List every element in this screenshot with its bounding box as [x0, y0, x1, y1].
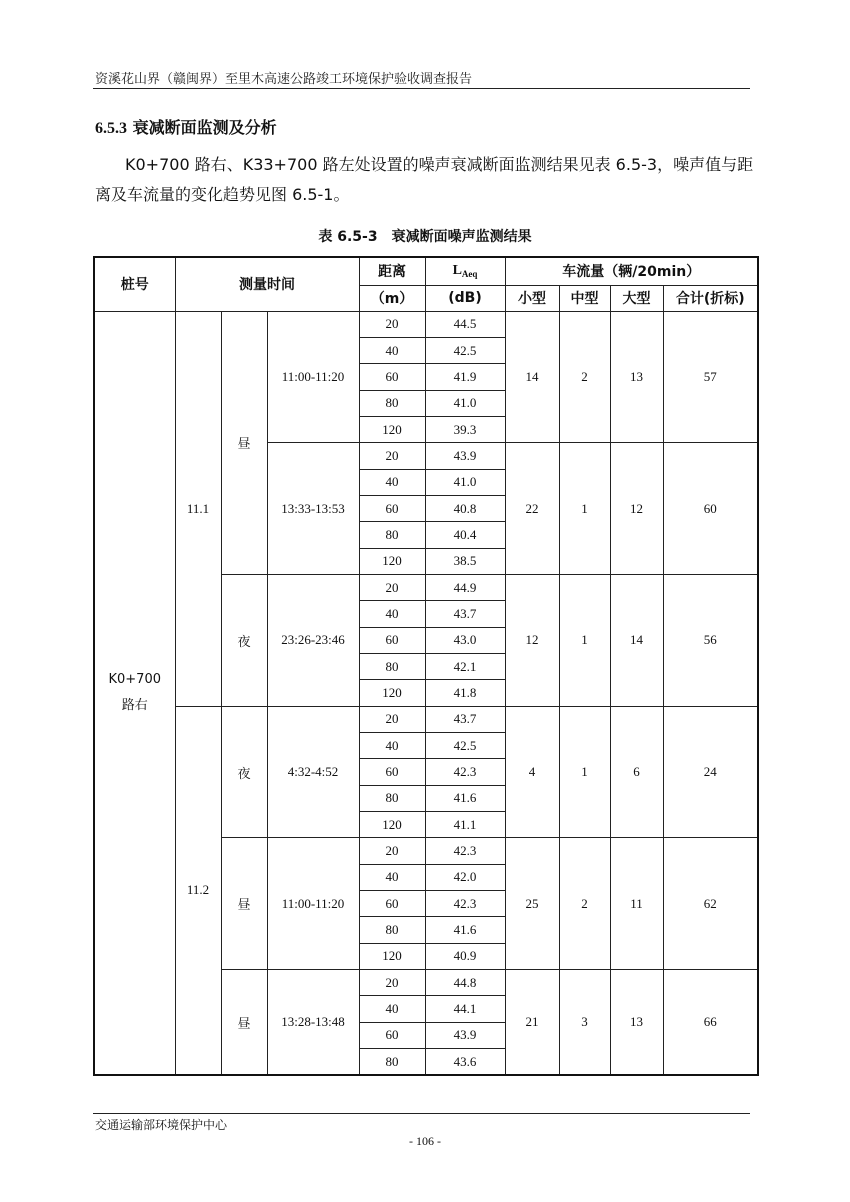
distance-cell: 40 [359, 733, 425, 759]
laeq-cell: 41.9 [425, 364, 505, 390]
laeq-cell: 39.3 [425, 416, 505, 442]
header-laeq-sub: Aeq [461, 269, 478, 280]
table-row [94, 311, 758, 337]
laeq-cell: 40.8 [425, 495, 505, 521]
daynight-cell: 昼 [221, 311, 267, 574]
laeq-cell: 41.8 [425, 680, 505, 706]
distance-cell: 60 [359, 364, 425, 390]
daynight-cell: 昼 [221, 838, 267, 970]
distance-cell: 80 [359, 1049, 425, 1075]
header-laeq-main: L [452, 263, 462, 279]
daynight-cell: 昼 [221, 970, 267, 1075]
header-divider [93, 88, 750, 89]
laeq-cell: 43.0 [425, 627, 505, 653]
laeq-cell: 42.5 [425, 733, 505, 759]
time-range-cell: 23:26-23:46 [267, 574, 359, 706]
laeq-cell: 41.0 [425, 469, 505, 495]
time-range-cell: 13:28-13:48 [267, 970, 359, 1075]
traffic-small-cell: 12 [505, 574, 559, 706]
traffic-medium-cell: 1 [559, 706, 610, 838]
laeq-cell: 44.1 [425, 996, 505, 1022]
traffic-medium-cell: 1 [559, 443, 610, 575]
header-large: 大型 [610, 285, 663, 311]
laeq-cell: 42.1 [425, 653, 505, 679]
distance-cell: 20 [359, 574, 425, 600]
traffic-small-cell: 21 [505, 970, 559, 1075]
traffic-small-cell: 14 [505, 311, 559, 443]
header-time: 测量时间 [175, 257, 359, 311]
traffic-total-cell: 56 [663, 574, 758, 706]
laeq-cell: 41.0 [425, 390, 505, 416]
traffic-small-cell: 22 [505, 443, 559, 575]
traffic-large-cell: 11 [610, 838, 663, 970]
header-total: 合计(折标) [663, 285, 758, 311]
laeq-cell: 44.5 [425, 311, 505, 337]
header-distance: 距离 [359, 257, 425, 285]
traffic-medium-cell: 2 [559, 838, 610, 970]
page-number: - 106 - [409, 1134, 441, 1148]
distance-cell: 120 [359, 812, 425, 838]
distance-cell: 60 [359, 891, 425, 917]
distance-cell: 120 [359, 416, 425, 442]
laeq-cell: 44.9 [425, 574, 505, 600]
distance-cell: 20 [359, 443, 425, 469]
traffic-large-cell: 14 [610, 574, 663, 706]
traffic-medium-cell: 2 [559, 311, 610, 443]
traffic-large-cell: 13 [610, 970, 663, 1075]
time-range-cell: 11:00-11:20 [267, 311, 359, 443]
body-paragraph: K0+700 路右、K33+700 路左处设置的噪声衰减断面监测结果见表 6.5-3，噪声值与距离及车流量的变化趋势见图 6.5-1。 [95, 155, 754, 204]
distance-cell: 80 [359, 917, 425, 943]
section-title-text: 衰减断面监测及分析 [132, 118, 277, 137]
header-distance-unit: （m） [359, 285, 425, 311]
footer-org: 交通运输部环境保护中心 [95, 1118, 228, 1132]
daynight-cell: 夜 [221, 706, 267, 838]
date-cell: 11.2 [175, 706, 221, 1075]
header-traffic: 车流量（辆/20min） [505, 257, 758, 285]
laeq-cell: 41.1 [425, 812, 505, 838]
distance-cell: 20 [359, 970, 425, 996]
time-range-cell: 13:33-13:53 [267, 443, 359, 575]
laeq-cell: 42.0 [425, 864, 505, 890]
laeq-cell: 43.9 [425, 443, 505, 469]
report-header-title: 资溪花山界（赣闽界）至里木高速公路竣工环境保护验收调查报告 [95, 72, 473, 87]
traffic-large-cell: 12 [610, 443, 663, 575]
time-range-cell: 11:00-11:20 [267, 838, 359, 970]
distance-cell: 20 [359, 838, 425, 864]
header-laeq-unit: (dB) [425, 285, 505, 311]
laeq-cell: 43.9 [425, 1022, 505, 1048]
traffic-total-cell: 62 [663, 838, 758, 970]
distance-cell: 20 [359, 311, 425, 337]
traffic-medium-cell: 1 [559, 574, 610, 706]
traffic-total-cell: 60 [663, 443, 758, 575]
laeq-cell: 40.9 [425, 943, 505, 969]
traffic-small-cell: 25 [505, 838, 559, 970]
distance-cell: 40 [359, 864, 425, 890]
distance-cell: 80 [359, 785, 425, 811]
header-small: 小型 [505, 285, 559, 311]
laeq-cell: 43.7 [425, 706, 505, 732]
section-heading [95, 115, 277, 138]
laeq-cell: 42.3 [425, 759, 505, 785]
laeq-cell: 38.5 [425, 548, 505, 574]
header-medium: 中型 [559, 285, 610, 311]
station-cell: K0+700 路右 [94, 311, 175, 1075]
date-cell: 11.1 [175, 311, 221, 706]
section-number: 6.5.3 [95, 120, 127, 137]
distance-cell: 20 [359, 706, 425, 732]
laeq-cell: 41.6 [425, 917, 505, 943]
distance-cell: 40 [359, 469, 425, 495]
laeq-cell: 43.6 [425, 1049, 505, 1075]
traffic-large-cell: 6 [610, 706, 663, 838]
table-body [94, 311, 758, 1075]
header-station: 桩号 [94, 257, 175, 311]
distance-cell: 60 [359, 1022, 425, 1048]
traffic-total-cell: 24 [663, 706, 758, 838]
laeq-cell: 41.6 [425, 785, 505, 811]
distance-cell: 80 [359, 522, 425, 548]
traffic-medium-cell: 3 [559, 970, 610, 1075]
time-range-cell: 4:32-4:52 [267, 706, 359, 838]
laeq-cell: 44.8 [425, 970, 505, 996]
laeq-cell: 40.4 [425, 522, 505, 548]
noise-attenuation-table [93, 256, 759, 1076]
table-row [94, 706, 758, 732]
distance-cell: 60 [359, 627, 425, 653]
header-laeq [425, 257, 505, 285]
traffic-small-cell: 4 [505, 706, 559, 838]
distance-cell: 60 [359, 759, 425, 785]
distance-cell: 80 [359, 653, 425, 679]
distance-cell: 40 [359, 601, 425, 627]
distance-cell: 120 [359, 943, 425, 969]
distance-cell: 40 [359, 337, 425, 363]
table-header-row [94, 257, 758, 285]
traffic-total-cell: 57 [663, 311, 758, 443]
traffic-total-cell: 66 [663, 970, 758, 1075]
traffic-large-cell: 13 [610, 311, 663, 443]
laeq-cell: 42.3 [425, 838, 505, 864]
laeq-cell: 43.7 [425, 601, 505, 627]
distance-cell: 80 [359, 390, 425, 416]
distance-cell: 40 [359, 996, 425, 1022]
distance-cell: 120 [359, 680, 425, 706]
daynight-cell: 夜 [221, 574, 267, 706]
distance-cell: 120 [359, 548, 425, 574]
table-caption: 表 6.5-3 衰减断面噪声监测结果 [318, 229, 532, 245]
laeq-cell: 42.5 [425, 337, 505, 363]
footer-divider [93, 1113, 750, 1114]
laeq-cell: 42.3 [425, 891, 505, 917]
distance-cell: 60 [359, 495, 425, 521]
